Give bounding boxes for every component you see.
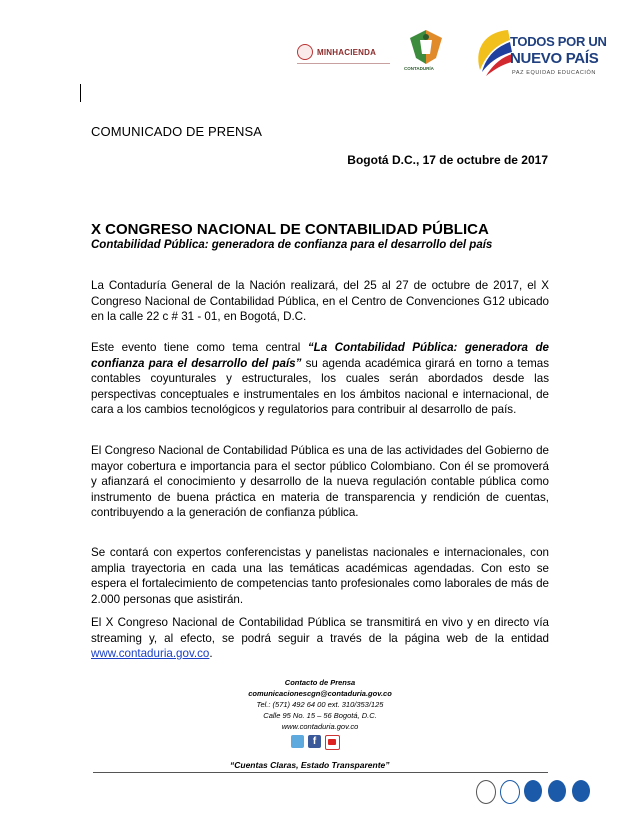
footer-divider bbox=[93, 772, 548, 773]
press-contact bbox=[200, 677, 440, 732]
paragraph-2-end: su agenda académica girará en torno a temas contables coyunturales y estructurales, los cuales serán abordados desde las perspectivas conceptuales e instrumentales en los ámbitos nacional e internacional, de cara a los cambios tecnológicos y regulatorios para contribuir al desarrollo de país. bbox=[91, 356, 549, 416]
contact-web[interactable]: www.contaduria.gov.co bbox=[281, 722, 359, 731]
colombia-swoosh-icon bbox=[472, 26, 512, 82]
slogan-line-2: NUEVO PAÍS bbox=[510, 50, 599, 67]
contaduria-emblem-icon bbox=[406, 28, 446, 66]
paragraph-1: La Contaduría General de la Nación realizará, del 25 al 27 de octubre de 2017, el X Congreso Nacional de Contabilidad Pública, en el Centro de Convenciones G12 ubicado en la calle 22 c # 31 - 01, en Bogotá, D.C. bbox=[91, 279, 549, 323]
colombia-map-seal-icon bbox=[476, 780, 496, 804]
social-links bbox=[291, 735, 339, 749]
paragraph-2-theme: “La Contabilidad Pública: generadora de confianza para el desarrollo del país” bbox=[91, 341, 549, 370]
paragraph-3: El Congreso Nacional de Contabilidad Pública es una de las actividades del Gobierno de mayor cobertura e importancia para el sector público Colombiano. Con él se promoverá y afianzará el conocimiento y desarrollo de la nueva regulación contable pública como instrumento de buena práctica en materia de transparencia y rendición de cuentas, contribuyendo a la generación de confianza pública. bbox=[91, 444, 549, 519]
contact-phone: Tel.: (571) 492 64 00 ext. 310/353/125 bbox=[256, 700, 384, 709]
certification-logos bbox=[476, 778, 604, 808]
youtube-icon[interactable] bbox=[325, 735, 340, 750]
iso-certification-seal-icon bbox=[548, 780, 566, 802]
coat-of-arms-icon bbox=[297, 44, 313, 60]
twitter-icon[interactable] bbox=[291, 735, 304, 748]
ntcgp-certification-seal-icon bbox=[572, 780, 590, 802]
slogan-line-1: TODOS POR UN bbox=[510, 34, 607, 49]
footer-slogan: “Cuentas Claras, Estado Transparente” bbox=[230, 760, 390, 770]
document-date: Bogotá D.C., 17 de octubre de 2017 bbox=[347, 153, 548, 167]
paragraph-5-end: . bbox=[209, 647, 213, 660]
paragraph-2-start: Este evento tiene como tema central bbox=[91, 341, 308, 354]
iqnet-seal-icon bbox=[524, 780, 542, 802]
header-divider bbox=[80, 84, 81, 102]
contact-title: Contacto de Prensa bbox=[284, 678, 356, 687]
website-link[interactable]: www.contaduria.gov.co bbox=[91, 647, 210, 660]
minhacienda-underline bbox=[297, 63, 390, 64]
document-type: COMUNICADO DE PRENSA bbox=[91, 124, 263, 139]
slogan-line-3: PAZ EQUIDAD EDUCACIÓN bbox=[512, 70, 597, 76]
paragraph-2 bbox=[91, 340, 549, 418]
page-title: X CONGRESO NACIONAL DE CONTABILIDAD PÚBLICA bbox=[91, 221, 489, 238]
minhacienda-logo bbox=[297, 42, 390, 66]
icontec-seal-icon bbox=[500, 780, 520, 804]
contaduria-logo bbox=[406, 28, 446, 76]
paragraph-4: Se contará con expertos conferencistas y panelistas nacionales e internacionales, con amplia trayectoria en cada una las temáticas académicas agendadas. Con esto se espera el fortalecimiento de competencias tanto profesionales como laborales de más de 2.000 personas que asistirán. bbox=[91, 546, 549, 606]
facebook-icon[interactable]: f bbox=[308, 735, 321, 748]
paragraph-5-start: El X Congreso Nacional de Contabilidad Pública se transmitirá en vivo y en directo vía streaming y, al efecto, se podrá seguir a través de la página web de la entidad bbox=[91, 616, 549, 645]
todos-por-un-nuevo-pais-logo bbox=[472, 26, 612, 82]
page-subtitle: Contabilidad Pública: generadora de confianza para el desarrollo del país bbox=[91, 239, 493, 251]
minhacienda-label: MINHACIENDA bbox=[317, 48, 377, 57]
paragraph-5 bbox=[91, 615, 549, 662]
contact-email[interactable]: comunicacionescgn@contaduria.gov.co bbox=[248, 689, 392, 698]
contaduria-label: CONTADURÍA bbox=[404, 66, 434, 71]
contact-address: Calle 95 No. 15 – 56 Bogotá, D.C. bbox=[263, 711, 377, 720]
